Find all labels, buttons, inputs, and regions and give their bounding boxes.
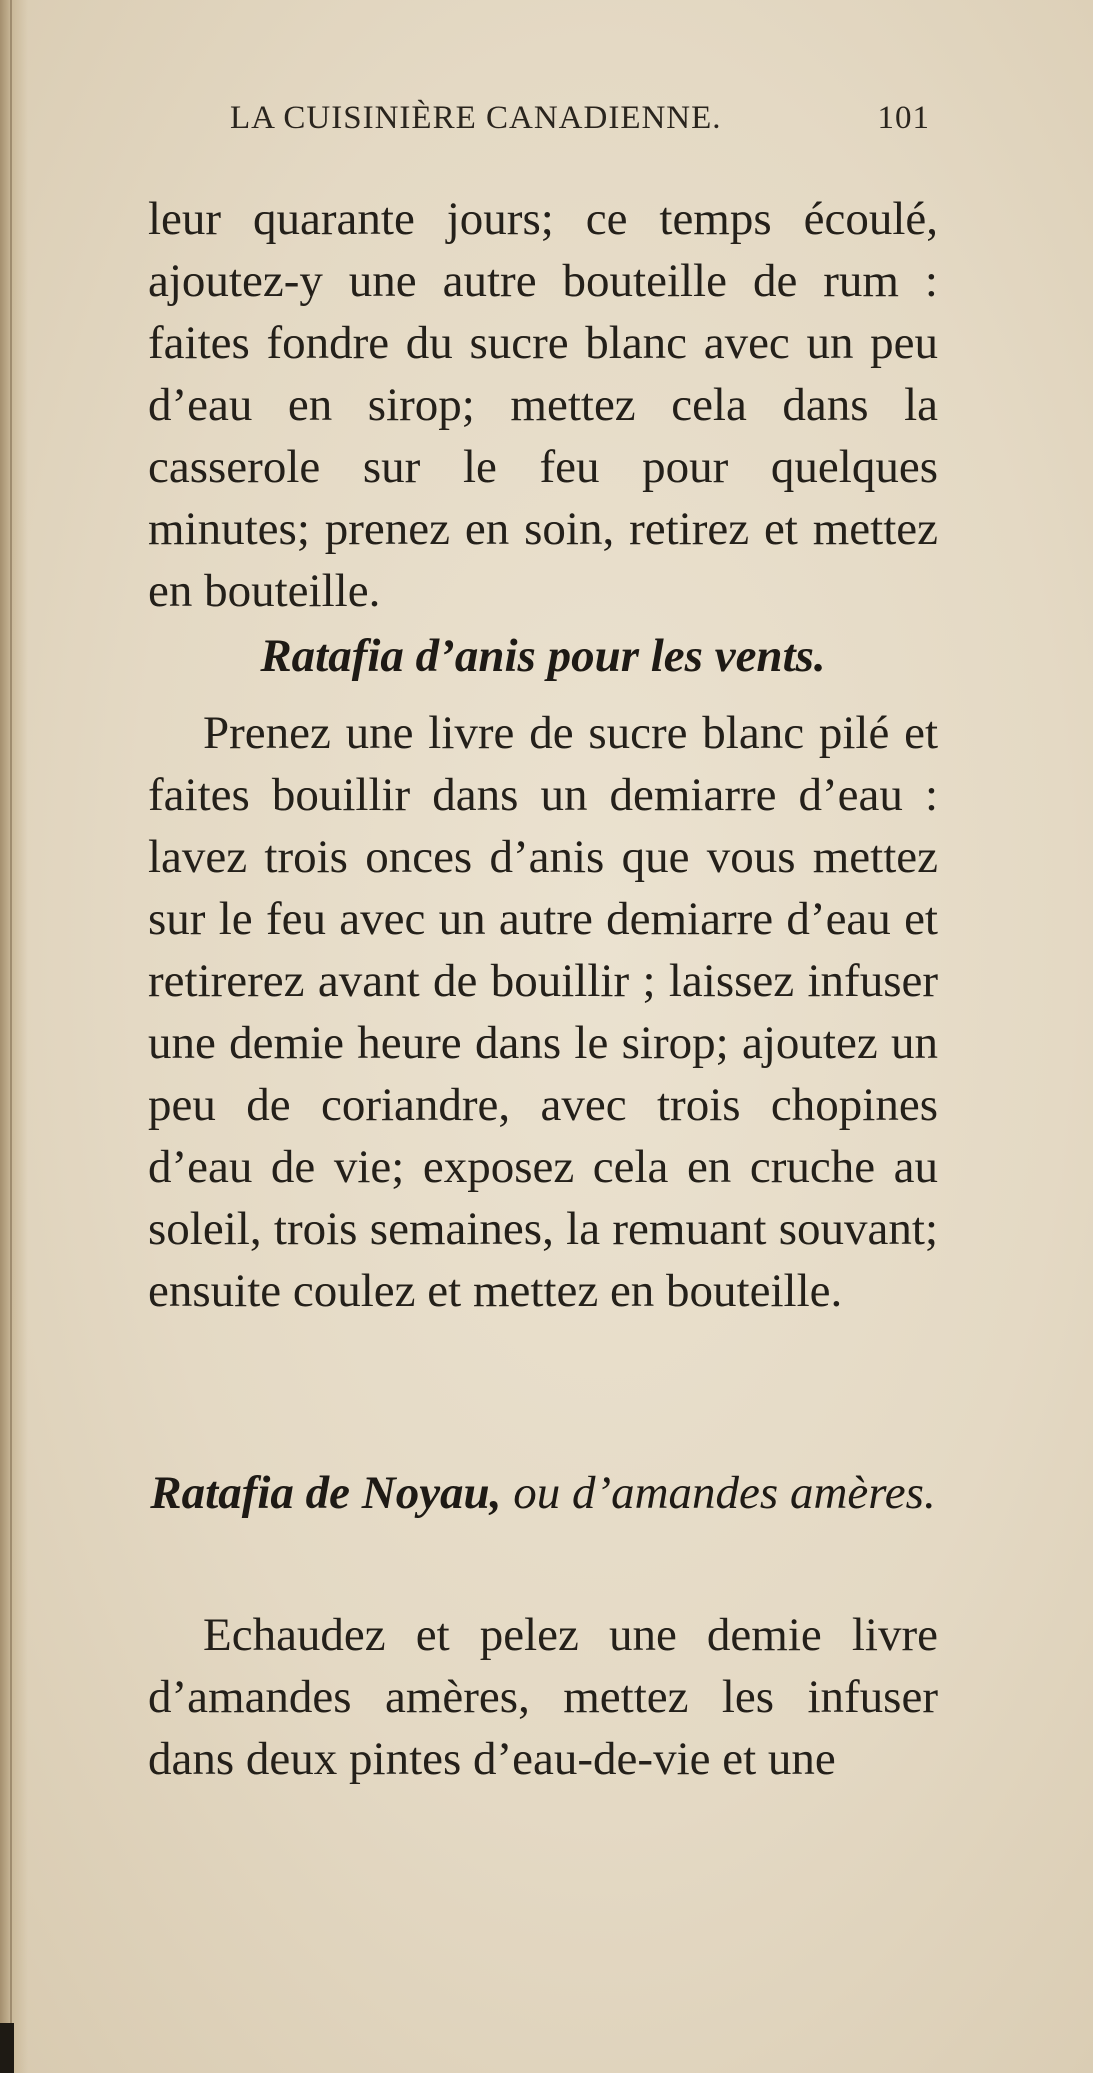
page-corner bbox=[0, 2023, 14, 2073]
running-title: LA CUISINIÈRE CANADIENNE. bbox=[230, 100, 722, 136]
continued-paragraph bbox=[148, 188, 938, 622]
recipe-title-ratafia-noyau bbox=[148, 1462, 938, 1524]
recipe-body-ratafia-noyau bbox=[148, 1604, 938, 1790]
page-number: 101 bbox=[877, 100, 930, 136]
recipe-text-ratafia-noyau: Echaudez et pelez une demie livre d’amandes amères, mettez les infuser dans deux pintes d’eau-de-vie et une bbox=[148, 1609, 938, 1785]
recipe-title-main: Ratafia de Noyau, bbox=[150, 1467, 502, 1519]
spine-edge bbox=[10, 0, 12, 2073]
recipe-body-ratafia-anis bbox=[148, 702, 938, 1322]
continued-text: leur quarante jours; ce temps écoulé, ajoutez-y une autre bouteille de rum : faites fondre du sucre blanc avec un peu d’eau en sirop; mettez cela dans la casserole sur le feu pour quelques minutes; prenez en soin, retirez et mettez en bouteille. bbox=[148, 193, 938, 617]
recipe-title-rest: ou d’amandes amères. bbox=[501, 1467, 936, 1519]
recipe-title-ratafia-anis: Ratafia d’anis pour les vents. bbox=[260, 630, 826, 682]
running-header bbox=[230, 100, 930, 137]
spine-shadow bbox=[0, 0, 28, 2073]
recipe-text-ratafia-anis: Prenez une livre de sucre blanc pilé et faites bouillir dans un demiarre d’eau : lavez trois onces d’anis que vous mettez sur le feu avec un autre demiarre d’eau et retirerez avant de bouillir ; laissez infuser une demie heure dans le sirop; ajoutez un peu de coriandre, avec trois chopines d’eau de vie; exposez cela en cruche au soleil, trois semaines, la remuant souvant; ensuite coulez et mettez en bouteille. bbox=[148, 707, 938, 1317]
